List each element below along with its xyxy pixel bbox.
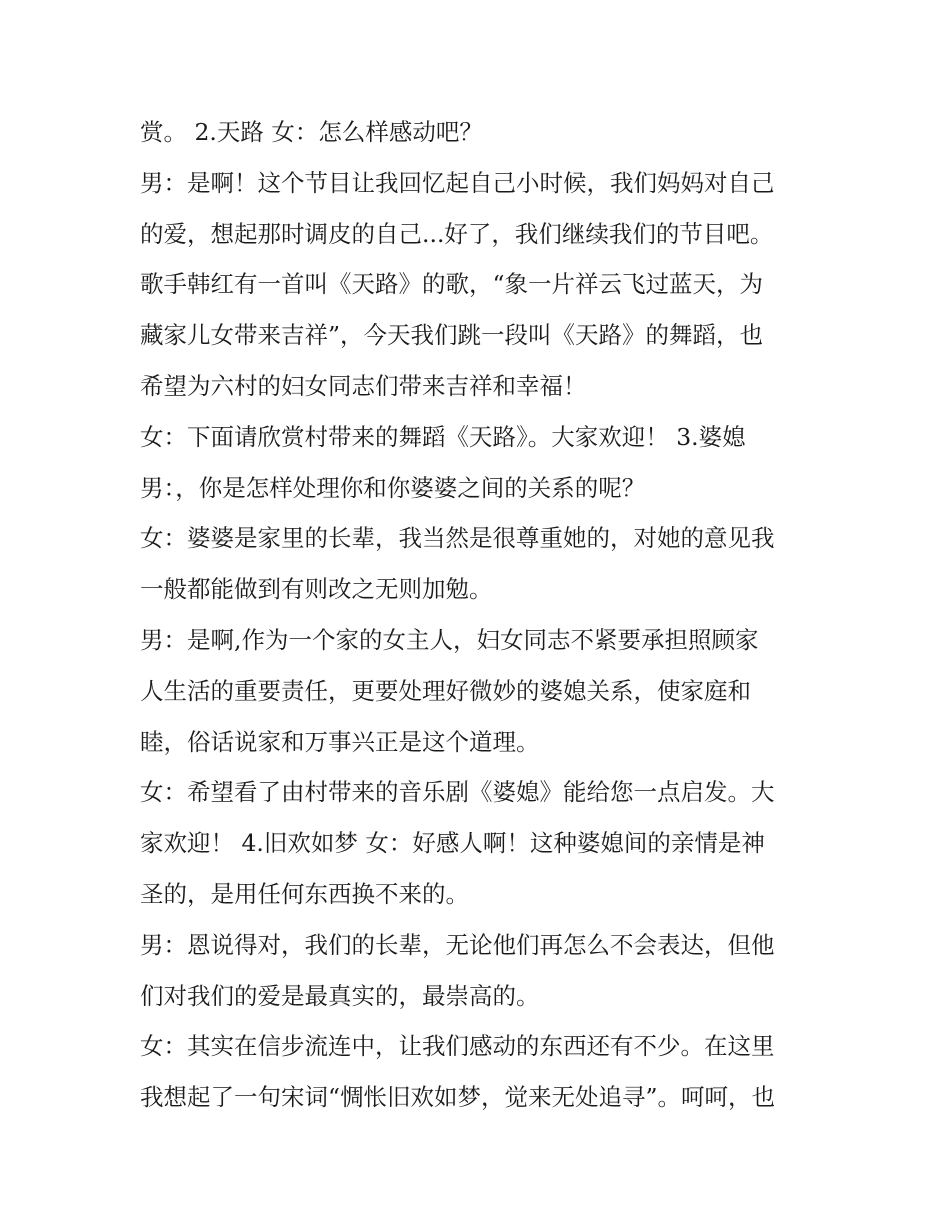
text-line: 的爱，想起那时调皮的自己...好了，我们继续我们的节目吧。	[140, 219, 774, 248]
text-line: 睦，俗话说家和万事兴正是这个道理。	[140, 727, 540, 756]
text-line: 一般都能做到有则改之无则加勉。	[140, 575, 493, 604]
text-line: 我想起了一句宋词“惆怅旧欢如梦，觉来无处追寻”。呵呵，也	[140, 1083, 776, 1112]
text-line: 圣的，是用任何东西换不来的。	[140, 879, 469, 908]
text-line: 男：恩说得对，我们的长辈，无论他们再怎么不会表达，但他	[140, 930, 775, 959]
text-line: 女：其实在信步流连中，让我们感动的东西还有不少。在这里	[140, 1032, 775, 1061]
text-line: 家欢迎！ 4.旧欢如梦 女：好感人啊！这种婆媳间的亲情是神	[140, 829, 765, 858]
text-line: 人生活的重要责任，更要处理好微妙的婆媳关系，使家庭和	[140, 676, 751, 705]
text-line: 男：是啊！这个节目让我回忆起自己小时候，我们妈妈对自己	[140, 168, 775, 197]
text-line: 歌手韩红有一首叫《天路》的歌，“象一片祥云飞过蓝天，为	[140, 270, 764, 299]
text-line: 藏家儿女带来吉祥”，今天我们跳一段叫《天路》的舞蹈，也	[140, 321, 764, 350]
text-line: 女：希望看了由村带来的音乐剧《婆媳》能给您一点启发。大	[140, 778, 775, 807]
text-line: 男：，你是怎样处理你和你婆婆之间的关系的呢？	[140, 473, 646, 502]
text-line: 赏。 2.天路 女：怎么样感动吧？	[140, 118, 483, 146]
text-line: 女：婆婆是家里的长辈，我当然是很尊重她的，对她的意见我	[140, 524, 775, 553]
text-line: 女：下面请欣赏村带来的舞蹈《天路》。大家欢迎！ 3.婆媳	[140, 422, 746, 451]
document-page	[140, 107, 820, 1123]
text-line: 希望为六村的妇女同志们带来吉祥和幸福！	[140, 371, 587, 400]
text-line: 们对我们的爱是最真实的，最崇高的。	[140, 981, 540, 1010]
text-line: 男：是啊,作为一个家的女主人，妇女同志不紧要承担照顾家	[140, 625, 759, 654]
